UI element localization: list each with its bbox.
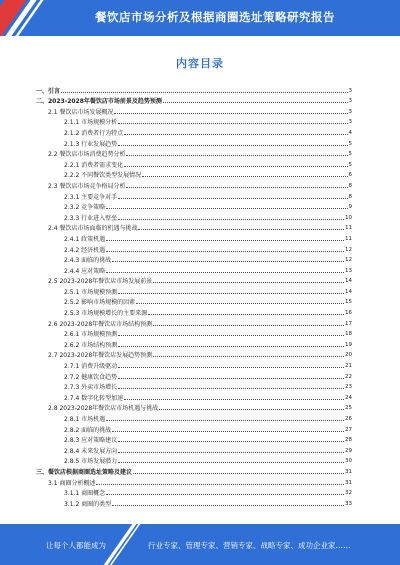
toc-leader-dots — [118, 378, 344, 379]
toc-entry[interactable] — [36, 254, 352, 265]
toc-entry-page: 5 — [348, 151, 352, 158]
toc-entry[interactable] — [36, 169, 352, 180]
toc-leader-dots — [126, 187, 347, 188]
toc-entry-label: 2.6.2 市场结构预测 — [64, 341, 118, 349]
toc-entry-page: 28 — [345, 437, 352, 444]
toc-entry[interactable] — [36, 444, 352, 455]
table-of-contents — [36, 84, 352, 508]
toc-entry-page: 9 — [348, 204, 352, 211]
toc-entry[interactable] — [36, 222, 352, 233]
toc-entry-page: 31 — [345, 468, 352, 475]
toc-entry-label: 2.7.1 消费升级驱动 — [64, 363, 118, 371]
toc-entry[interactable] — [36, 201, 352, 212]
toc-entry[interactable] — [36, 296, 352, 307]
toc-entry-page: 5 — [348, 140, 352, 147]
toc-entry-page: 23 — [345, 384, 352, 391]
toc-leader-dots — [118, 367, 344, 368]
toc-leader-dots — [118, 198, 347, 199]
toc-leader-dots — [118, 462, 344, 463]
toc-entry-label: 2.8.1 市场机遇 — [64, 416, 106, 423]
toc-leader-dots — [118, 145, 347, 146]
toc-entry-page: 6 — [348, 172, 352, 179]
toc-entry-page: 32 — [345, 490, 352, 497]
toc-entry-page: 8 — [348, 182, 352, 189]
toc-entry[interactable] — [36, 285, 352, 296]
toc-entry[interactable] — [36, 476, 352, 487]
toc-entry-page: 12 — [345, 257, 352, 264]
toc-entry-label: 3.1.1 商圈概念 — [64, 490, 106, 498]
toc-leader-dots — [118, 335, 344, 336]
toc-entry-label: 2.2 餐饮店市场消费趋势分析 — [48, 151, 126, 159]
toc-entry-page: 10 — [345, 214, 352, 221]
toc-entry[interactable] — [36, 190, 352, 201]
toc-entry-label: 3.1.2 商圈的类型 — [64, 500, 112, 508]
toc-leader-dots — [148, 314, 344, 315]
toc-leader-dots — [112, 261, 344, 262]
toc-entry-label: 2.3.1 主要竞争对手 — [64, 193, 118, 201]
toc-leader-dots — [118, 388, 344, 389]
toc-entry-label: 2.1.1 市场规模分析 — [64, 119, 118, 127]
toc-leader-dots — [118, 219, 344, 220]
toc-entry-page: 17 — [345, 320, 352, 327]
toc-entry-label: 2.5.3 市场规模增长的主要来源 — [64, 310, 148, 318]
toc-entry-page: 11 — [345, 225, 352, 232]
toc-entry-label: 2.6.1 市场规模预测 — [64, 331, 118, 339]
toc-entry-label: 2.1.3 行业发展趋势 — [64, 140, 118, 148]
toc-entry[interactable] — [36, 328, 352, 339]
toc-entry-label: 2.5.2 影响市场规模的因素 — [64, 299, 136, 307]
toc-leader-dots — [118, 441, 344, 442]
toc-entry[interactable] — [36, 370, 352, 381]
toc-leader-dots — [112, 431, 344, 432]
toc-entry-label: 2.5 2023-2028年餐饮店市场发展前景 — [48, 278, 153, 286]
toc-leader-dots — [133, 473, 344, 474]
toc-entry-label: 2.4.1 政策机遇 — [64, 235, 106, 243]
toc-leader-dots — [124, 166, 347, 167]
toc-entry[interactable] — [36, 264, 352, 275]
toc-entry[interactable] — [36, 243, 352, 254]
toc-entry[interactable] — [36, 126, 352, 137]
toc-entry-label: 2.4.2 经济机遇 — [64, 246, 106, 254]
toc-entry-page: 33 — [345, 500, 352, 507]
report-footer — [0, 524, 400, 565]
toc-leader-dots — [61, 92, 347, 93]
toc-heading: 内容目录 — [176, 57, 224, 70]
toc-leader-dots — [126, 155, 347, 156]
toc-entry-page: 14 — [345, 278, 352, 285]
toc-entry-label: 2.3.2 竞争策略 — [64, 204, 106, 212]
report-header — [0, 0, 400, 36]
toc-leader-dots — [159, 409, 344, 410]
toc-entry-page: 3 — [348, 108, 352, 115]
toc-leader-dots — [142, 176, 347, 177]
toc-entry-label: 2.7.3 外卖市场增长 — [64, 384, 118, 392]
toc-entry-label: 2.5.1 市场规模预测 — [64, 288, 118, 296]
toc-entry[interactable] — [36, 381, 352, 392]
toc-entry-page: 8 — [348, 193, 352, 200]
toc-entry[interactable] — [36, 391, 352, 402]
toc-entry-label: 3.1 商圈分析概述 — [48, 479, 96, 487]
toc-entry-label: 2.7 2023-2028年餐饮店发展趋势预测 — [48, 352, 153, 360]
toc-leader-dots — [106, 420, 344, 421]
toc-entry[interactable] — [36, 465, 352, 476]
toc-entry-page: 19 — [345, 341, 352, 348]
toc-entry[interactable] — [36, 317, 352, 328]
toc-entry-label: 2.6 2023-2028年餐饮店市场结构预测 — [48, 320, 153, 328]
toc-entry-label: 2.3 餐饮店市场竞争格局分析 — [48, 182, 126, 190]
toc-leader-dots — [114, 113, 347, 114]
report-title: 餐饮店市场分析及根据商圈选址策略研究报告 — [95, 10, 335, 24]
toc-entry[interactable] — [36, 137, 352, 148]
toc-leader-dots — [106, 240, 344, 241]
toc-entry-page: 14 — [345, 288, 352, 295]
toc-entry-page: 5 — [348, 161, 352, 168]
toc-leader-dots — [153, 282, 344, 283]
toc-entry[interactable] — [36, 349, 352, 360]
toc-entry-page: 3 — [348, 98, 352, 105]
toc-entry-page: 25 — [345, 405, 352, 412]
toc-entry-page: 13 — [345, 267, 352, 274]
toc-entry[interactable] — [36, 179, 352, 190]
footer-white-stripe — [104, 524, 137, 565]
toc-leader-dots — [106, 494, 344, 495]
toc-entry-page: 16 — [345, 310, 352, 317]
toc-entry-page: 4 — [348, 129, 352, 136]
toc-entry[interactable] — [36, 84, 352, 95]
toc-entry[interactable] — [36, 338, 352, 349]
toc-leader-dots — [112, 505, 344, 506]
toc-entry-page: 3 — [348, 87, 352, 94]
toc-entry-label: 2.8.5 市场发展潜力 — [64, 458, 118, 466]
toc-entry-label: 三、餐饮店根据商圈选址策略及建议 — [36, 468, 133, 476]
toc-entry[interactable] — [36, 105, 352, 116]
toc-leader-dots — [106, 251, 344, 252]
toc-entry[interactable] — [36, 402, 352, 413]
toc-leader-dots — [96, 484, 344, 485]
toc-entry[interactable] — [36, 116, 352, 127]
toc-leader-dots — [163, 102, 348, 103]
toc-entry-page: 31 — [345, 479, 352, 486]
toc-leader-dots — [138, 229, 344, 230]
toc-leader-dots — [106, 272, 344, 273]
toc-entry-label: 2.1.2 消费者行为特点 — [64, 129, 124, 137]
toc-entry-label: 2.2.2 不同餐饮类型发展情况 — [64, 172, 142, 180]
toc-entry-label: 2.8.4 未来发展方向 — [64, 447, 118, 455]
toc-leader-dots — [118, 452, 344, 453]
toc-entry-label: 2.8 2023-2028年餐饮店市场机遇与挑战 — [48, 405, 159, 413]
toc-entry[interactable] — [36, 275, 352, 286]
toc-entry[interactable] — [36, 148, 352, 159]
toc-entry-label: 2.1 餐饮店市场发展概况 — [48, 108, 114, 116]
toc-leader-dots — [124, 134, 347, 135]
toc-entry-page: 29 — [345, 447, 352, 454]
toc-leader-dots — [153, 356, 344, 357]
toc-entry-page: 27 — [345, 426, 352, 433]
footer-white-stripe-thin — [110, 524, 141, 565]
toc-entry-page: 22 — [345, 373, 352, 380]
toc-leader-dots — [118, 293, 344, 294]
toc-entry[interactable] — [36, 455, 352, 466]
toc-entry[interactable] — [36, 306, 352, 317]
toc-entry-page: 15 — [345, 299, 352, 306]
toc-leader-dots — [118, 346, 344, 347]
toc-entry-page: 3 — [348, 119, 352, 126]
toc-leader-dots — [118, 123, 347, 124]
toc-entry-label: 2.7.4 数字化转型加速 — [64, 394, 124, 402]
toc-entry-label: 2.3.3 行业进入壁垒 — [64, 214, 118, 222]
toc-entry[interactable] — [36, 232, 352, 243]
toc-leader-dots — [124, 399, 344, 400]
toc-entry-label: 2.2.1 消费者需求变化 — [64, 161, 124, 169]
toc-entry-page: 20 — [345, 352, 352, 359]
toc-entry-label: 2.4.3 面临的挑战 — [64, 257, 112, 265]
toc-leader-dots — [106, 208, 347, 209]
toc-leader-dots — [153, 325, 344, 326]
toc-entry-page: 18 — [345, 331, 352, 338]
footer-slogan-left: 让每个人都能成为 — [46, 541, 106, 550]
toc-entry-label: 2.4.4 应对策略 — [64, 267, 106, 275]
toc-entry[interactable] — [36, 487, 352, 498]
toc-entry-page: 12 — [345, 246, 352, 253]
toc-entry-label: 一、引言 — [36, 87, 61, 95]
toc-entry-page: 24 — [345, 394, 352, 401]
toc-entry[interactable] — [36, 158, 352, 169]
toc-entry[interactable] — [36, 359, 352, 370]
toc-entry-label: 2.7.2 健康饮食趋势 — [64, 373, 118, 381]
toc-entry-label: 2.8.3 应对策略建议 — [64, 437, 118, 445]
toc-entry-label: 二、2023-2028年餐饮店市场前景及趋势预测 — [36, 98, 162, 106]
toc-entry[interactable] — [36, 211, 352, 222]
toc-entry[interactable] — [36, 423, 352, 434]
toc-leader-dots — [136, 303, 344, 304]
toc-entry[interactable] — [36, 95, 352, 106]
toc-entry-page: 11 — [345, 235, 352, 242]
toc-entry-label: 2.8.2 面临的挑战 — [64, 426, 112, 434]
toc-entry-page: 30 — [345, 458, 352, 465]
toc-entry[interactable] — [36, 434, 352, 445]
toc-entry[interactable] — [36, 412, 352, 423]
footer-slogan-right: 行业专家、管理专家、营销专家、战略专家、成功企业家…… — [148, 541, 351, 550]
toc-entry-page: 26 — [345, 416, 352, 422]
toc-entry-label: 2.4 餐饮店市场面临的机遇与挑战 — [48, 225, 138, 233]
toc-entry-page: 21 — [345, 363, 352, 370]
toc-entry[interactable] — [36, 497, 352, 508]
